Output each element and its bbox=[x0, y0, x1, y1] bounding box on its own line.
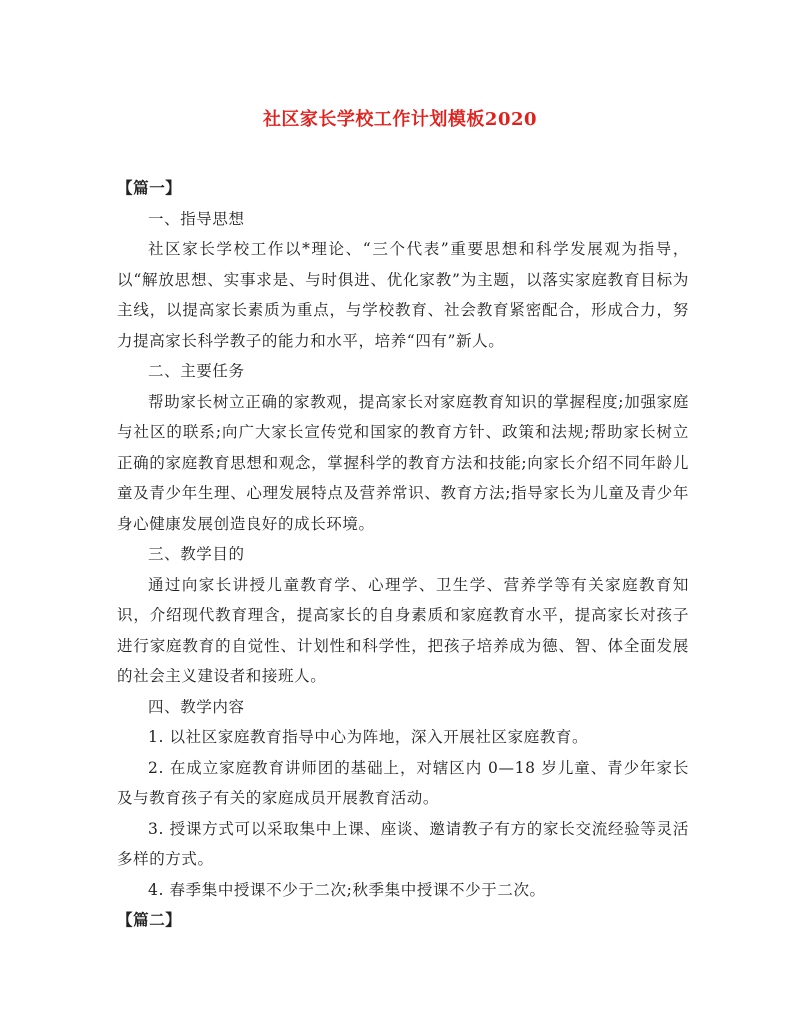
section-one-label: 【篇一】 bbox=[117, 178, 182, 197]
document-title: 社区家长学校工作计划模板2020 bbox=[262, 109, 538, 130]
heading-guiding-thought: 一、指导思想 bbox=[148, 209, 245, 228]
paragraph-main-tasks: 帮助家长树立正确的家教观，提高家长对家庭教育知识的掌握程度;加强家庭与社区的联系;向广大家长宣传党和国家的教育方针、政策和法规;帮助家长树立正确的家庭教育思想和观念，掌握科学的教育方法和技能;向家长介绍不同年龄儿童及青少年生理、心理发展特点及营养常识、教育方法;指导家长为儿童及青少年身心健康发展创造良好的成长环境。 bbox=[117, 392, 689, 533]
paragraph-guiding-thought: 社区家长学校工作以*理论、“三个代表”重要思想和科学发展观为指导，以“解放思想、实事求是、与时俱进、优化家教”为主题，以落实家庭教育目标为主线，以提高家长素质为重点，与学校教育、社会教育紧密配合，形成合力，努力提高家长科学教子的能力和水平，培养“四有”新人。 bbox=[117, 240, 689, 350]
list-item-4: 4. 春季集中授课不少于二次;秋季集中授课不少于二次。 bbox=[148, 880, 546, 899]
heading-teaching-content: 四、教学内容 bbox=[148, 697, 245, 716]
list-item-2: 2. 在成立家庭教育讲师团的基础上，对辖区内 0—18 岁儿童、青少年家长及与教育孩子有关的家庭成员开展教育活动。 bbox=[117, 758, 689, 807]
paragraph-teaching-purpose: 通过向家长讲授儿童教育学、心理学、卫生学、营养学等有关家庭教育知识，介绍现代教育理含，提高家长的自身素质和家庭教育水平，提高家长对孩子进行家庭教育的自觉性、计划性和科学性，把孩子培养成为德、智、体全面发展的社会主义建设者和接班人。 bbox=[117, 575, 689, 685]
list-item-3: 3. 授课方式可以采取集中上课、座谈、邀请教子有方的家长交流经验等灵活多样的方式。 bbox=[117, 819, 689, 868]
list-item-1: 1. 以社区家庭教育指导中心为阵地，深入开展社区家庭教育。 bbox=[148, 728, 589, 746]
heading-main-tasks: 二、主要任务 bbox=[148, 362, 245, 380]
section-two-label: 【篇二】 bbox=[117, 910, 182, 929]
heading-teaching-purpose: 三、教学目的 bbox=[148, 545, 245, 563]
document-body bbox=[117, 173, 689, 936]
